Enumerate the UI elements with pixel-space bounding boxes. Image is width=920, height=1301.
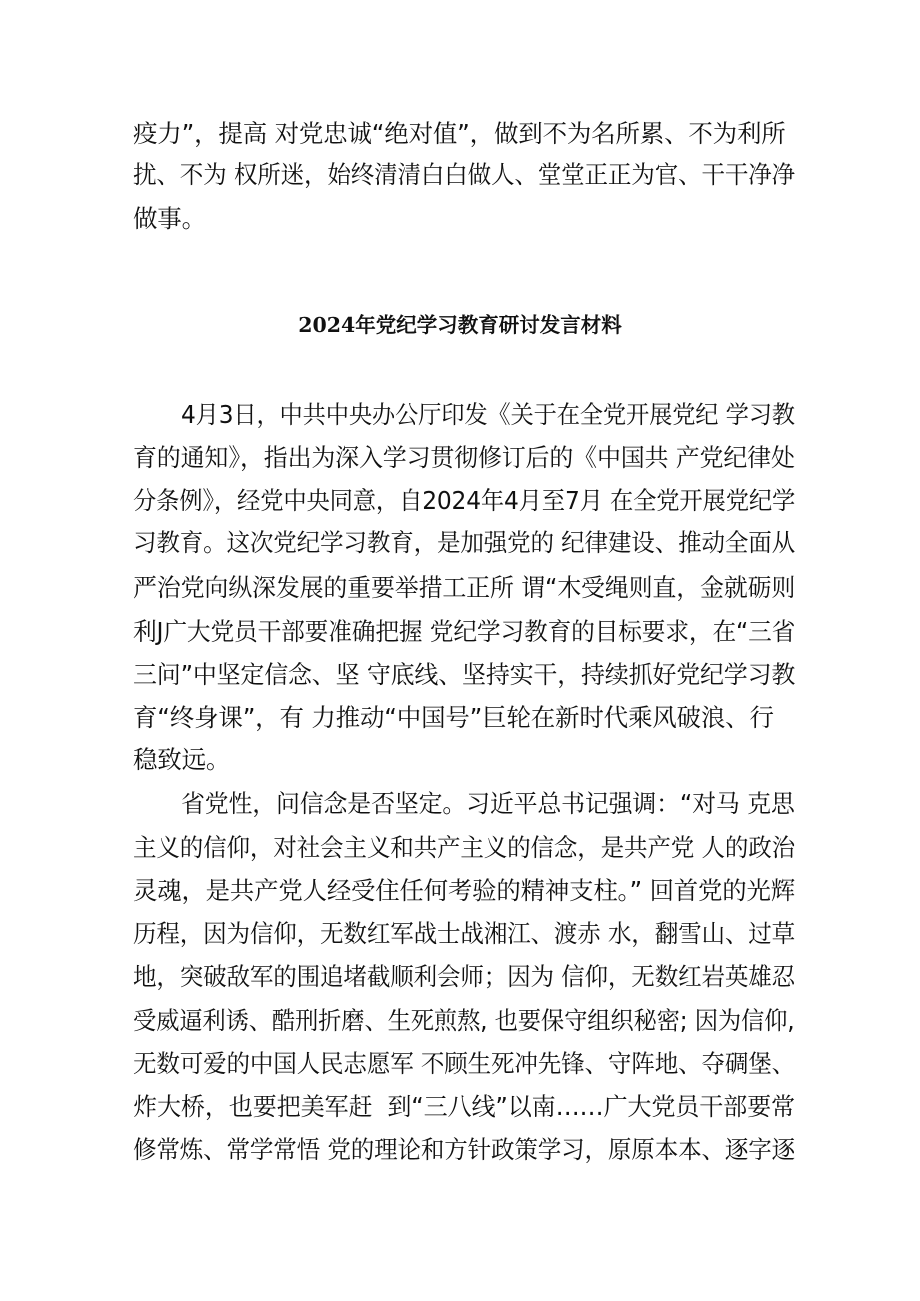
text-line: 育“终身课”，有 力推动“中国号”巨轮在新时代乘风破浪、行 [133, 703, 774, 732]
text-line: 4月3日，中共中央办公厅印发《关于在全党开展党纪 学习教 [181, 400, 795, 429]
text-line: 习教育。这次党纪学习教育，是加强党的 纪律建设、推动全面从 [133, 528, 795, 557]
text-line: 省党性，问信念是否坚定。习近平总书记强调：“对马 克思 [181, 789, 795, 818]
text-line: 三问”中坚定信念、坚 守底线、坚持实干，持续抓好党纪学习教 [133, 660, 796, 689]
text-line: 修常炼、常学常悟 党的理论和方针政策学习，原原本本、逐字逐 [133, 1135, 795, 1164]
text-line: 疫力”，提高 对党忠诚“绝对值”，做到不为名所累、不为利所 [133, 119, 786, 148]
text-line: 炸大桥，也要把美军赶 到“三八线”以南……广大党员干部要常 [133, 1092, 795, 1121]
text-line: 主义的信仰，对社会主义和共产主义的信念，是共产党 人的政治 [133, 833, 795, 862]
text-line: 稳致远。 [133, 745, 231, 774]
text-line: 历程，因为信仰，无数红军战士战湘江、渡赤 水，翻雪山、过草 [133, 919, 795, 948]
text-line: 地，突破敌军的围追堵截顺利会师；因为 信仰，无数红岩英雄忍 [133, 962, 795, 991]
text-line: 扰、不为 权所迷，始终清清白白做人、堂堂正正为官、干干净净 [133, 160, 795, 189]
document-title: 2024年党纪学习教育研讨发言材料 [298, 313, 622, 337]
text-line: 做事。 [133, 204, 206, 233]
text-line: 无数可爱的中国人民志愿军 不顾生死冲先锋、守阵地、夺碉堡、 [133, 1049, 795, 1078]
text-line: 利J广大党员干部要准确把握 党纪学习教育的目标要求，在“三省 [133, 617, 796, 646]
text-line: 受威逼利诱、酷刑折磨、生死煎熬, 也要保守组织秘密; 因为信仰, [133, 1006, 795, 1035]
text-line: 育的通知》，指出为深入学习贯彻修订后的《中国共 产党纪律处 [133, 443, 795, 472]
text-line: 灵魂，是共产党人经受住任何考验的精神支柱。” 回首党的光辉 [133, 876, 795, 905]
text-line: 分条例》，经党中央同意，自2024年4月至7月 在全党开展党纪学 [133, 486, 796, 515]
text-line: 严治党向纵深发展的重要举措工正所 谓“木受绳则直，金就砺则 [133, 573, 796, 602]
